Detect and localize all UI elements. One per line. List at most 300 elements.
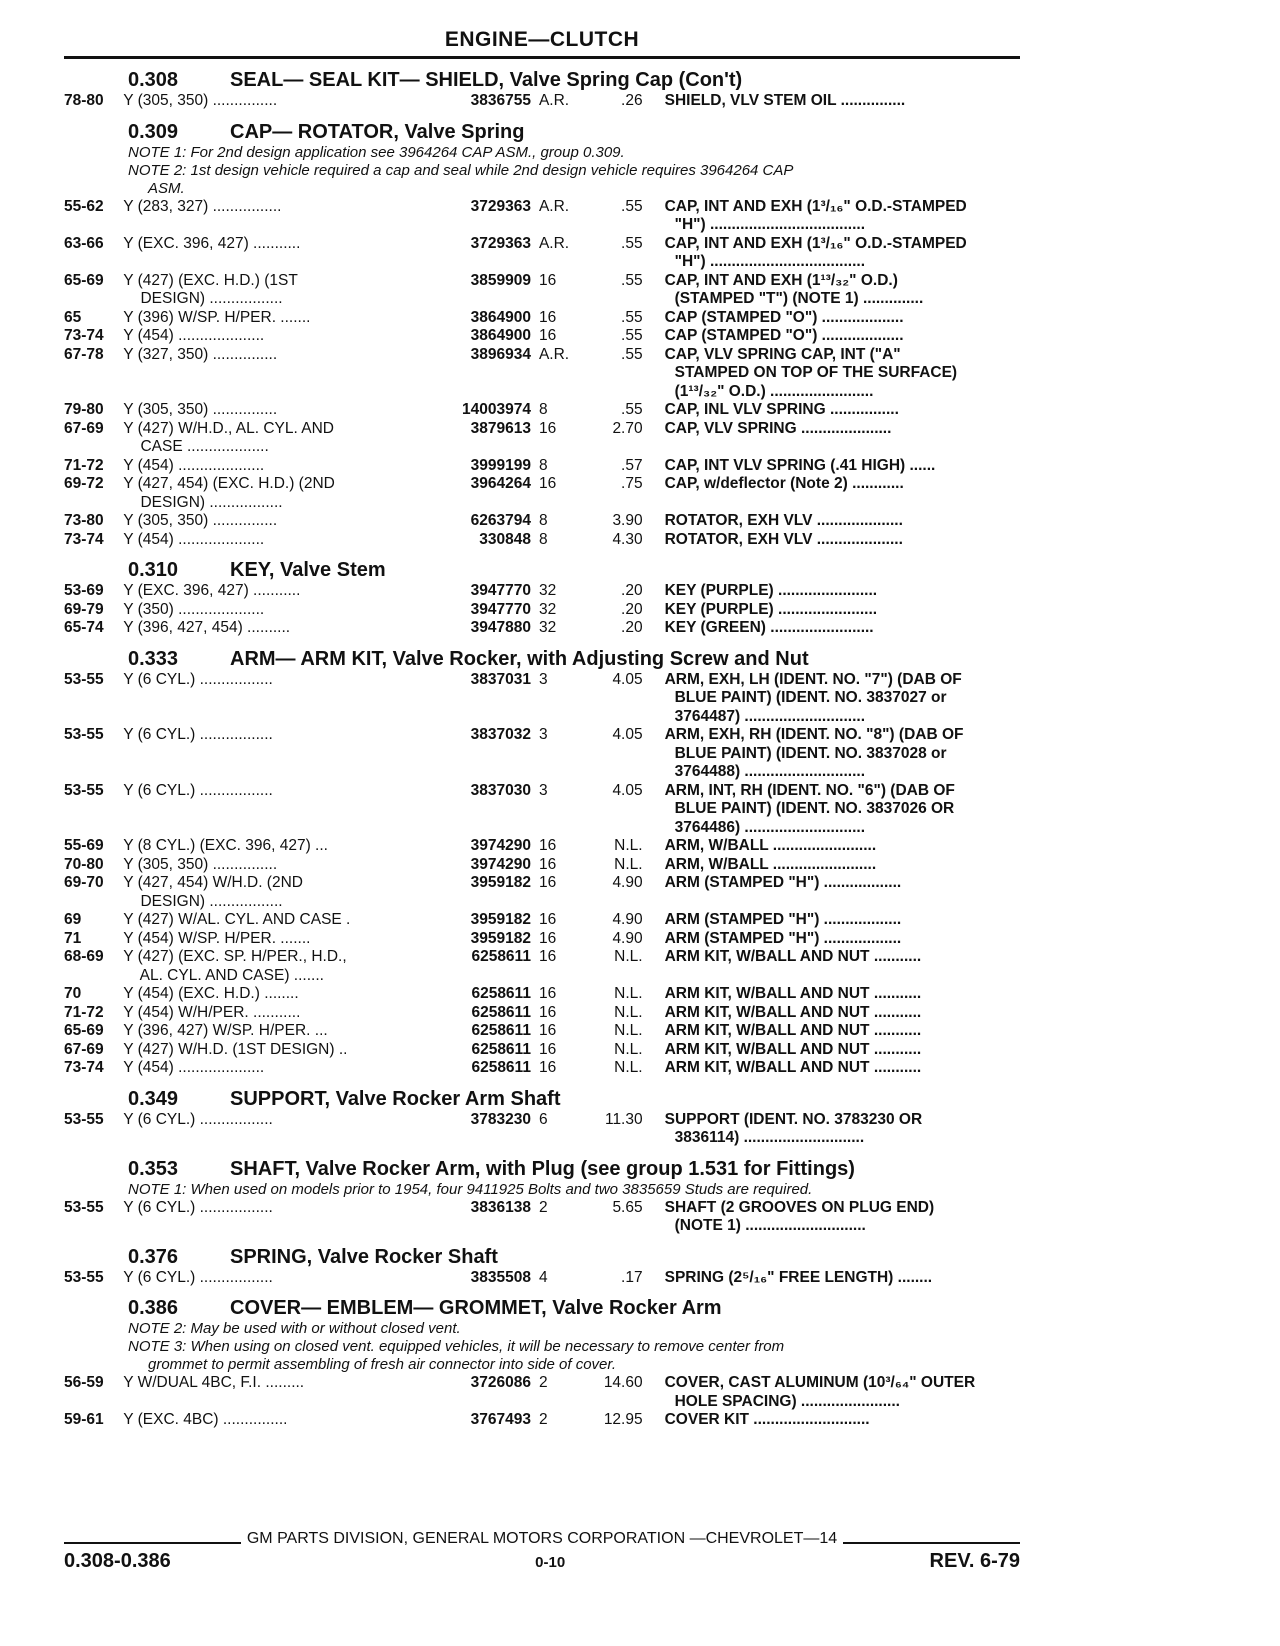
part-row [64, 272, 1020, 309]
row-part-name [643, 420, 1020, 457]
part-row [64, 1059, 1020, 1078]
part-name-line: 3764488) ............................ [674, 763, 865, 780]
part-name-line: (1¹³/₃₂" O.D.) ........................ [674, 382, 874, 400]
row-quantity: 2 [538, 1374, 548, 1391]
application-line: CASE ................... [123, 438, 269, 455]
row-years: 69-70 [64, 874, 104, 891]
row-application [123, 1269, 444, 1288]
row-part-name [643, 457, 1020, 476]
row-part-number: 3836138 [470, 1198, 531, 1216]
part-row [64, 1411, 1020, 1430]
row-application [123, 1059, 444, 1078]
row-quantity: A.R. [538, 92, 570, 109]
row-part-name [643, 235, 1020, 272]
row-part-number: 3959182 [470, 929, 531, 947]
part-name-line: SPRING (2⁵/₁₆" FREE LENGTH) ........ [664, 1268, 933, 1286]
row-part-number: 3879613 [470, 419, 531, 437]
row-part-name [643, 1059, 1020, 1078]
application-line: Y (305, 350) ............... [123, 401, 278, 418]
row-part-number: 6258611 [471, 948, 531, 965]
part-row [64, 401, 1020, 420]
row-years: 53-55 [64, 1268, 104, 1286]
row-price: N.L. [614, 855, 643, 873]
row-part-number: 3896934 [470, 345, 531, 363]
row-quantity: 16 [538, 911, 557, 928]
row-years: 67-69 [64, 419, 104, 437]
row-years: 56-59 [64, 1374, 104, 1391]
row-part-name [643, 856, 1020, 875]
part-name-line: CAP (STAMPED "O") ................... [664, 308, 904, 326]
part-name-line: ARM, INT, RH (IDENT. NO. "6") (DAB OF [664, 781, 955, 799]
row-years: 53-55 [64, 781, 104, 799]
section-heading [64, 65, 1020, 92]
footer-rule-left [64, 1542, 241, 1544]
row-application [123, 837, 444, 856]
part-name-line: BLUE PAINT) (IDENT. NO. 3837028 or [674, 744, 947, 762]
row-price: 4.05 [612, 726, 643, 743]
row-years: 65-69 [64, 1022, 104, 1039]
row-price: N.L. [614, 1022, 643, 1039]
row-price: N.L. [614, 837, 643, 854]
application-line: AL. CYL. AND CASE) ....... [123, 966, 324, 984]
part-name-line: BLUE PAINT) (IDENT. NO. 3837026 OR [674, 800, 955, 817]
part-name-line: CAP, VLV SPRING ..................... [664, 419, 892, 437]
application-line: Y (427) (EXC. SP. H/PER., H.D., [123, 948, 347, 965]
row-part-name [643, 1111, 1020, 1148]
part-name-line: CAP, INT AND EXH (1¹³/₃₂" O.D.) [664, 271, 898, 289]
part-row [64, 985, 1020, 1004]
row-price: .57 [621, 456, 643, 474]
row-quantity: A.R. [538, 345, 570, 363]
section-0-349 [64, 1084, 1020, 1148]
application-line: Y (6 CYL.) ................. [123, 1110, 273, 1128]
part-name-line: CAP, INT VLV SPRING (.41 HIGH) ...... [664, 456, 936, 474]
part-row [64, 531, 1020, 550]
section-title: SEAL— SEAL KIT— SHIELD, Valve Spring Cap (Con't) [230, 69, 743, 91]
row-part-number: 3947880 [470, 619, 531, 636]
part-name-line: ARM, W/BALL ........................ [664, 837, 877, 854]
part-row [64, 671, 1020, 727]
section-heading [64, 1084, 1020, 1111]
row-price: N.L. [614, 985, 643, 1002]
row-years: 70-80 [64, 855, 104, 873]
row-part-number: 3999199 [470, 456, 531, 474]
section-title: SPRING, Valve Rocker Shaft [230, 1245, 498, 1268]
part-name-line: COVER, CAST ALUMINUM (10³/₆₄" OUTER [664, 1374, 976, 1391]
footer-rule-right [843, 1542, 1020, 1544]
footer-revision: REV. 6-79 [929, 1550, 1020, 1572]
part-row [64, 856, 1020, 875]
section-note [64, 162, 1020, 198]
row-application [123, 1004, 444, 1023]
row-price: 12.95 [603, 1411, 643, 1428]
row-quantity: 16 [538, 985, 557, 1002]
row-price: .55 [621, 345, 643, 363]
row-part-name [643, 198, 1020, 235]
row-quantity: A.R. [538, 234, 570, 252]
row-part-name [643, 1041, 1020, 1060]
row-part-name [643, 930, 1020, 949]
application-line: Y (6 CYL.) ................. [123, 1198, 273, 1216]
row-years: 67-78 [64, 345, 104, 363]
row-application [123, 782, 444, 838]
row-application [123, 1022, 444, 1041]
part-name-line: CAP, INL VLV SPRING ................ [664, 401, 899, 418]
note-line: NOTE 2: 1st design vehicle required a cap and seal while 2nd design vehicle requires 3964264 CAP [128, 161, 794, 179]
application-line: Y (427) W/AL. CYL. AND CASE . [123, 911, 351, 928]
row-price: 4.90 [612, 929, 643, 947]
row-part-name [643, 726, 1020, 782]
page-header-title: ENGINE—CLUTCH [444, 28, 640, 51]
row-price: .55 [621, 401, 643, 418]
row-years: 67-69 [64, 1040, 104, 1058]
row-price: .20 [621, 582, 643, 599]
section-group-number: 0.308 [128, 69, 179, 91]
section-group-number: 0.376 [128, 1245, 179, 1268]
row-years: 69 [64, 911, 82, 928]
row-part-name [643, 401, 1020, 420]
application-line: Y (396, 427) W/SP. H/PER. ... [123, 1022, 328, 1039]
part-row [64, 1022, 1020, 1041]
row-price: .20 [621, 600, 643, 618]
note-line: ASM. [148, 179, 185, 197]
row-part-name [643, 346, 1020, 402]
row-application [123, 327, 444, 346]
application-line: Y (283, 327) ................ [123, 197, 282, 215]
row-part-number: 3947770 [470, 582, 531, 599]
application-line: Y (454) .................... [123, 327, 265, 344]
row-quantity: 16 [538, 475, 557, 492]
row-quantity: A.R. [538, 197, 570, 215]
section-title: KEY, Valve Stem [230, 559, 386, 581]
part-row [64, 512, 1020, 531]
row-quantity: 16 [538, 855, 557, 873]
part-name-line: ARM, W/BALL ........................ [664, 855, 877, 873]
application-line: DESIGN) ................. [123, 290, 283, 307]
section-group-number: 0.333 [128, 647, 179, 670]
part-name-line: KEY (PURPLE) ....................... [664, 582, 878, 599]
row-part-name [643, 911, 1020, 930]
row-quantity: 8 [538, 456, 548, 474]
row-quantity: 16 [538, 874, 557, 891]
section-heading [64, 644, 1020, 671]
application-line: Y (427) W/H.D. (1ST DESIGN) .. [123, 1040, 348, 1058]
application-line: Y (427) (EXC. H.D.) (1ST [123, 271, 298, 289]
row-quantity: 32 [538, 600, 557, 618]
part-name-line: SUPPORT (IDENT. NO. 3783230 OR [664, 1110, 923, 1128]
part-row [64, 92, 1020, 111]
row-price: 3.90 [612, 512, 643, 529]
row-years: 55-69 [64, 837, 104, 854]
row-years: 71 [64, 929, 82, 947]
row-quantity: 16 [538, 837, 557, 854]
row-part-number: 3864900 [470, 308, 531, 326]
part-row [64, 346, 1020, 402]
part-name-line: CAP, INT AND EXH (1³/₁₆" O.D.-STAMPED [664, 234, 967, 252]
row-years: 69-72 [64, 475, 104, 492]
row-years: 73-80 [64, 512, 104, 529]
row-part-number: 6258611 [471, 1059, 531, 1076]
row-years: 73-74 [64, 1059, 104, 1076]
part-row [64, 1199, 1020, 1236]
row-part-name [643, 1004, 1020, 1023]
row-application [123, 948, 444, 985]
part-row [64, 309, 1020, 328]
row-application [123, 346, 444, 402]
part-name-line: 3764486) ............................ [674, 818, 865, 836]
row-part-number: 3729363 [470, 197, 531, 215]
row-years: 70 [64, 985, 82, 1002]
part-name-line: KEY (GREEN) ........................ [664, 619, 874, 636]
row-part-name [643, 582, 1020, 601]
row-price: .17 [621, 1268, 643, 1286]
row-quantity: 16 [538, 419, 557, 437]
application-line: Y (6 CYL.) ................. [123, 670, 273, 688]
row-application [123, 985, 444, 1004]
row-part-number: 6258611 [471, 1022, 531, 1039]
note-line: grommet to permit assembling of fresh air connector into side of cover. [148, 1356, 616, 1373]
note-line: NOTE 1: When used on models prior to 1954, four 9411925 Bolts and two 3835659 Studs are required. [128, 1180, 813, 1198]
footer-bottom [64, 1550, 1020, 1573]
row-years: 59-61 [64, 1411, 104, 1428]
section-title: SUPPORT, Valve Rocker Arm Shaft [230, 1087, 561, 1110]
row-price: .75 [621, 475, 643, 492]
section-note [64, 1338, 1020, 1374]
row-part-name [643, 619, 1020, 638]
row-quantity: 3 [538, 670, 548, 688]
row-part-number: 3835508 [470, 1268, 531, 1286]
part-row [64, 582, 1020, 601]
row-quantity: 6 [538, 1110, 548, 1128]
row-application [123, 1199, 444, 1236]
row-price: N.L. [614, 1040, 643, 1058]
section-group-number: 0.310 [128, 559, 179, 581]
part-row [64, 1041, 1020, 1060]
row-price: 14.60 [603, 1374, 643, 1391]
part-row [64, 475, 1020, 512]
row-part-name [643, 1022, 1020, 1041]
row-part-number: 3836755 [470, 92, 531, 109]
row-application [123, 92, 444, 111]
row-price: 4.30 [612, 530, 643, 548]
row-years: 71-72 [64, 1003, 104, 1021]
row-quantity: 16 [538, 271, 557, 289]
section-note [64, 1181, 1020, 1199]
row-application [123, 582, 444, 601]
row-price: 4.90 [612, 874, 643, 891]
part-row [64, 420, 1020, 457]
section-0-308 [64, 65, 1020, 111]
part-name-line: COVER KIT ........................... [664, 1411, 870, 1428]
row-application [123, 1041, 444, 1060]
row-price: 4.05 [612, 781, 643, 799]
application-line: Y (427, 454) (EXC. H.D.) (2ND [123, 475, 335, 492]
section-title: ARM— ARM KIT, Valve Rocker, with Adjusting Screw and Nut [230, 647, 809, 670]
row-quantity: 2 [538, 1411, 548, 1428]
section-group-number: 0.349 [128, 1087, 179, 1110]
part-name-line: "H") .................................... [674, 216, 865, 233]
row-application [123, 272, 444, 309]
row-part-name [643, 948, 1020, 985]
row-price: 4.90 [612, 911, 643, 928]
row-part-name [643, 985, 1020, 1004]
section-note [64, 144, 1020, 162]
row-quantity: 32 [538, 582, 557, 599]
row-part-number: 6258611 [471, 985, 531, 1002]
row-application [123, 930, 444, 949]
row-years: 79-80 [64, 401, 104, 418]
part-name-line: 3764487) ............................ [674, 707, 865, 725]
note-line: NOTE 3: When using on closed vent. equipped vehicles, it will be necessary to remove center from [128, 1338, 785, 1355]
row-quantity: 4 [538, 1268, 548, 1286]
part-name-line: ARM (STAMPED "H") .................. [664, 929, 902, 947]
row-price: .26 [621, 92, 643, 109]
part-name-line: SHIELD, VLV STEM OIL ............... [664, 92, 906, 109]
part-row [64, 948, 1020, 985]
row-part-number: 6258611 [471, 1003, 531, 1021]
row-price: .55 [621, 234, 643, 252]
row-years: 65 [64, 308, 82, 326]
page-footer [64, 1528, 1020, 1573]
part-row [64, 457, 1020, 476]
header-rule [64, 56, 1020, 59]
application-line: DESIGN) ................. [123, 493, 283, 511]
part-name-line: ARM KIT, W/BALL AND NUT ........... [664, 1022, 922, 1039]
row-part-number: 3864900 [470, 327, 531, 344]
row-years: 65-74 [64, 619, 104, 636]
row-part-name [643, 475, 1020, 512]
application-line: Y (6 CYL.) ................. [123, 781, 273, 799]
part-name-line: HOLE SPACING) ....................... [674, 1392, 900, 1410]
part-row [64, 930, 1020, 949]
part-name-line: CAP, VLV SPRING CAP, INT ("A" [664, 345, 901, 363]
row-years: 53-55 [64, 1198, 104, 1216]
application-line: Y (454) .................... [123, 530, 265, 548]
row-part-number: 3783230 [470, 1110, 531, 1128]
row-quantity: 32 [538, 619, 557, 636]
part-name-line: ARM KIT, W/BALL AND NUT ........... [664, 1059, 922, 1076]
part-name-line: "H") .................................... [674, 253, 865, 270]
section-title: COVER— EMBLEM— GROMMET, Valve Rocker Arm [230, 1297, 722, 1319]
application-line: Y (EXC. 396, 427) ........... [123, 234, 301, 252]
row-years: 63-66 [64, 234, 104, 252]
application-line: DESIGN) ................. [123, 892, 283, 910]
row-part-name [643, 601, 1020, 620]
part-name-line: (NOTE 1) ............................ [674, 1217, 866, 1234]
row-application [123, 531, 444, 550]
section-title: SHAFT, Valve Rocker Arm, with Plug (see group 1.531 for Fittings) [230, 1157, 855, 1180]
row-quantity: 16 [538, 1059, 557, 1076]
row-quantity: 16 [538, 308, 557, 326]
row-quantity: 16 [538, 1040, 557, 1058]
application-line: Y (6 CYL.) ................. [123, 1268, 273, 1286]
row-part-number: 3726086 [470, 1374, 531, 1391]
section-heading [64, 1242, 1020, 1269]
row-quantity: 3 [538, 726, 548, 743]
row-years: 73-74 [64, 530, 104, 548]
row-quantity: 8 [538, 530, 548, 548]
row-part-number: 3729363 [470, 234, 531, 252]
row-part-number: 3859909 [470, 271, 531, 289]
row-quantity: 3 [538, 781, 548, 799]
row-part-number: 3767493 [470, 1411, 531, 1428]
application-line: Y (454) W/H/PER. ........... [123, 1003, 301, 1021]
row-application [123, 309, 444, 328]
section-0-333 [64, 644, 1020, 1078]
part-name-line: CAP, INT AND EXH (1³/₁₆" O.D.-STAMPED [664, 197, 967, 215]
section-group-number: 0.386 [128, 1297, 179, 1319]
footer-line [64, 1528, 1020, 1548]
row-quantity: 16 [538, 929, 557, 947]
row-part-number: 3974290 [470, 855, 531, 873]
row-part-number: 3837031 [470, 670, 531, 688]
row-application [123, 235, 444, 272]
part-name-line: STAMPED ON TOP OF THE SURFACE) [674, 364, 958, 381]
application-line: Y (305, 350) ............... [123, 512, 278, 529]
part-name-line: ARM, EXH, LH (IDENT. NO. "7") (DAB OF [664, 670, 962, 688]
section-0-310 [64, 555, 1020, 638]
row-price: 5.65 [612, 1198, 643, 1216]
row-quantity: 16 [538, 948, 557, 965]
part-name-line: 3836114) ............................ [674, 1129, 865, 1146]
part-name-line: KEY (PURPLE) ....................... [664, 600, 878, 618]
row-application [123, 1111, 444, 1148]
row-price: .55 [621, 271, 643, 289]
row-years: 53-55 [64, 1110, 104, 1128]
row-part-name [643, 874, 1020, 911]
section-0-386 [64, 1293, 1020, 1430]
row-years: 53-55 [64, 726, 104, 743]
row-part-name [643, 837, 1020, 856]
row-part-number: 6263794 [470, 512, 531, 529]
section-heading [64, 1293, 1020, 1320]
application-line: Y (454) .................... [123, 1059, 265, 1076]
section-title: CAP— ROTATOR, Valve Spring [230, 120, 525, 143]
row-part-number: 330848 [479, 530, 531, 548]
row-part-name [643, 782, 1020, 838]
row-years: 55-62 [64, 197, 104, 215]
section-group-number: 0.353 [128, 1157, 179, 1180]
row-quantity: 16 [538, 1022, 557, 1039]
row-part-name [643, 1269, 1020, 1288]
part-row [64, 619, 1020, 638]
row-years: 69-79 [64, 600, 104, 618]
sections-container [64, 65, 1020, 1430]
application-line: Y (454) W/SP. H/PER. ....... [123, 929, 311, 947]
part-row [64, 726, 1020, 782]
row-years: 73-74 [64, 327, 104, 344]
part-row [64, 601, 1020, 620]
row-part-name [643, 92, 1020, 111]
row-part-name [643, 1411, 1020, 1430]
row-quantity: 16 [538, 327, 557, 344]
row-years: 53-69 [64, 582, 104, 599]
row-years: 65-69 [64, 271, 104, 289]
row-part-name [643, 512, 1020, 531]
part-row [64, 198, 1020, 235]
part-name-line: CAP, w/deflector (Note 2) ............ [664, 475, 904, 492]
row-quantity: 8 [538, 401, 548, 418]
row-part-number: 3964264 [470, 475, 531, 492]
part-row [64, 837, 1020, 856]
row-application [123, 671, 444, 727]
part-row [64, 782, 1020, 838]
row-part-number: 6258611 [471, 1040, 531, 1058]
row-application [123, 874, 444, 911]
application-line: Y (EXC. 4BC) ............... [123, 1411, 288, 1428]
part-name-line: ARM (STAMPED "H") .................. [664, 911, 902, 928]
part-name-line: ARM KIT, W/BALL AND NUT ........... [664, 948, 922, 965]
